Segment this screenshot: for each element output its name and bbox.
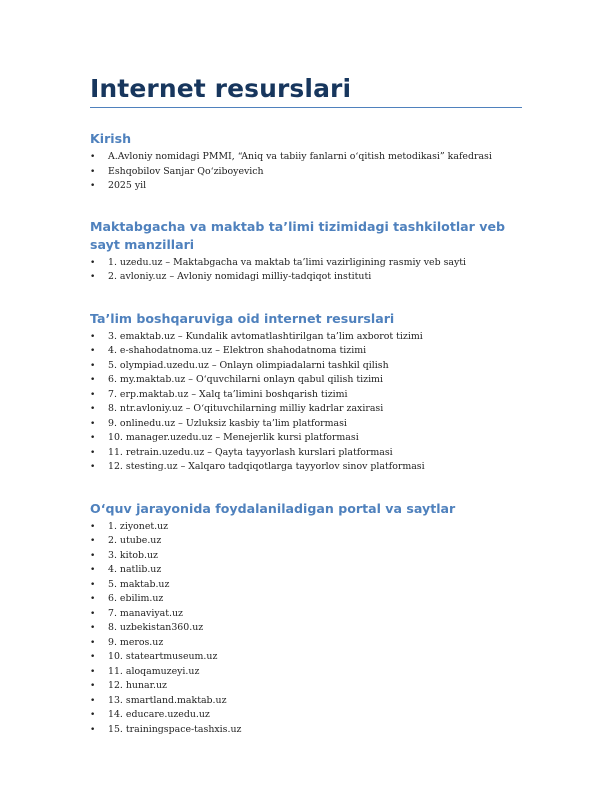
list-item [90, 549, 522, 564]
bullet-icon: • [90, 623, 96, 633]
bullet-icon: • [90, 181, 96, 191]
bullet-icon: • [90, 272, 96, 282]
list-item [90, 373, 522, 388]
list-item [90, 359, 522, 374]
bullet-icon: • [90, 331, 96, 342]
list-item [90, 607, 522, 622]
list-item [90, 270, 522, 285]
bullet-icon: • [90, 418, 96, 429]
section-learning-portals [90, 500, 522, 738]
list-item-text: 9. onlinedu.uz – Uzluksiz kasbiy ta’lim platformasi [108, 417, 347, 429]
section-intro [90, 130, 522, 194]
bullet-icon: • [90, 710, 96, 720]
section-heading: O‘quv jarayonida foydalaniladigan portal va saytlar [90, 500, 456, 516]
bullet-icon: • [90, 681, 96, 691]
list-item [90, 256, 522, 271]
bullet-icon: • [90, 724, 96, 735]
list-item-text: 4. natlib.uz [108, 564, 162, 575]
list-item [90, 694, 522, 709]
list-item [90, 460, 522, 475]
bullet-icon: • [90, 375, 96, 385]
list-item-text: 2. utube.uz [108, 535, 162, 546]
list-item [90, 165, 522, 180]
bullet-icon: • [90, 389, 96, 400]
bullet-icon: • [90, 666, 96, 677]
list-item [90, 650, 522, 665]
list-item-text: 13. smartland.maktab.uz [108, 694, 227, 706]
list-item-text: 3. emaktab.uz – Kundalik avtomatlashtirilgan ta’lim axborot tizimi [108, 330, 423, 342]
bullet-icon: • [90, 166, 96, 177]
list-item [90, 330, 522, 345]
document-page [90, 72, 522, 737]
list-item-text: 12. hunar.uz [108, 680, 167, 691]
list-item-text: 2. avloniy.uz – Avloniy nomidagi milliy-tadqiqot instituti [108, 271, 372, 282]
list-item-text: A.Avloniy nomidagi PMMI, “Aniq va tabiiy fanlarni o‘qitish metodikasi” kafedrasi [108, 151, 492, 162]
list-item-text: 1. uzedu.uz – Maktabgacha va maktab ta’limi vazirligining rasmiy veb sayti [108, 256, 467, 268]
list-item-text: 11. aloqamuzeyi.uz [108, 665, 200, 677]
list-item-text: 2025 yil [108, 180, 147, 191]
list-item [90, 344, 522, 359]
list-item-text: 4. e-shahodatnoma.uz – Elektron shahodatnoma tizimi [108, 345, 367, 356]
bullet-icon: • [90, 695, 96, 706]
list-item [90, 402, 522, 417]
list-item-text: 8. ntr.avloniy.uz – O‘qituvchilarning milliy kadrlar zaxirasi [108, 403, 384, 414]
list-item-text: 7. erp.maktab.uz – Xalq ta’limini boshqarish tizimi [108, 388, 348, 400]
bullet-icon: • [90, 346, 96, 356]
bullet-list [90, 330, 522, 475]
list-item-text: 15. trainingspace-tashxis.uz [108, 723, 242, 735]
list-item [90, 150, 522, 165]
list-item [90, 563, 522, 578]
bullet-list [90, 256, 522, 285]
list-item-text: 1. ziyonet.uz [108, 520, 169, 532]
bullet-list [90, 520, 522, 738]
section-heading: Maktabgacha va maktab ta’limi tizimidagi tashkilotlar veb sayt manzillari [90, 218, 506, 252]
list-item-text: 3. kitob.uz [108, 549, 158, 561]
bullet-icon: • [90, 360, 96, 371]
list-item-text: 8. uzbekistan360.uz [108, 622, 204, 633]
bullet-icon: • [90, 152, 96, 162]
bullet-icon: • [90, 579, 96, 590]
list-item-text: 7. manaviyat.uz [108, 607, 183, 619]
list-item-text: 14. educare.uzedu.uz [108, 709, 210, 720]
list-item-text: 6. ebilim.uz [108, 593, 164, 604]
bullet-icon: • [90, 536, 96, 546]
list-item [90, 708, 522, 723]
list-item [90, 592, 522, 607]
bullet-icon: • [90, 608, 96, 619]
list-item [90, 723, 522, 738]
document-title: Internet resurslari [90, 74, 352, 103]
section-heading: Kirish [90, 131, 132, 146]
title-underline [90, 107, 522, 108]
list-item [90, 679, 522, 694]
list-item [90, 446, 522, 461]
bullet-icon: • [90, 565, 96, 575]
list-item [90, 388, 522, 403]
list-item-text: 9. meros.uz [108, 636, 164, 648]
bullet-icon: • [90, 521, 96, 532]
section-school-organizations [90, 218, 522, 285]
list-item-text: 10. manager.uzedu.uz – Menejerlik kursi platformasi [108, 432, 359, 443]
bullet-icon: • [90, 637, 96, 648]
list-item-text: 10. stateartmuseum.uz [108, 651, 218, 662]
bullet-icon: • [90, 447, 96, 458]
list-item [90, 431, 522, 446]
list-item [90, 534, 522, 549]
list-item-text: 6. my.maktab.uz – O‘quvchilarni onlayn qabul qilish tizimi [108, 374, 383, 385]
list-item-text: 12. stesting.uz – Xalqaro tadqiqotlarga tayyorlov sinov platformasi [108, 461, 425, 472]
list-item [90, 636, 522, 651]
list-item [90, 665, 522, 680]
list-item [90, 578, 522, 593]
list-item-text: 11. retrain.uzedu.uz – Qayta tayyorlash kurslari platformasi [108, 446, 393, 458]
bullet-list [90, 150, 522, 194]
list-item [90, 520, 522, 535]
list-item-text: 5. maktab.uz [108, 578, 170, 590]
bullet-icon: • [90, 257, 96, 268]
list-item [90, 179, 522, 194]
bullet-icon: • [90, 404, 96, 414]
list-item [90, 417, 522, 432]
section-education-management [90, 310, 522, 475]
list-item-text: Eshqobilov Sanjar Qo‘ziboyevich [108, 165, 264, 177]
bullet-icon: • [90, 652, 96, 662]
bullet-icon: • [90, 433, 96, 443]
section-heading: Ta’lim boshqaruviga oid internet resurslari [90, 310, 395, 326]
list-item [90, 621, 522, 636]
bullet-icon: • [90, 594, 96, 604]
list-item-text: 5. olympiad.uzedu.uz – Onlayn olimpiadalarni tashkil qilish [108, 359, 389, 371]
bullet-icon: • [90, 462, 96, 472]
bullet-icon: • [90, 550, 96, 561]
